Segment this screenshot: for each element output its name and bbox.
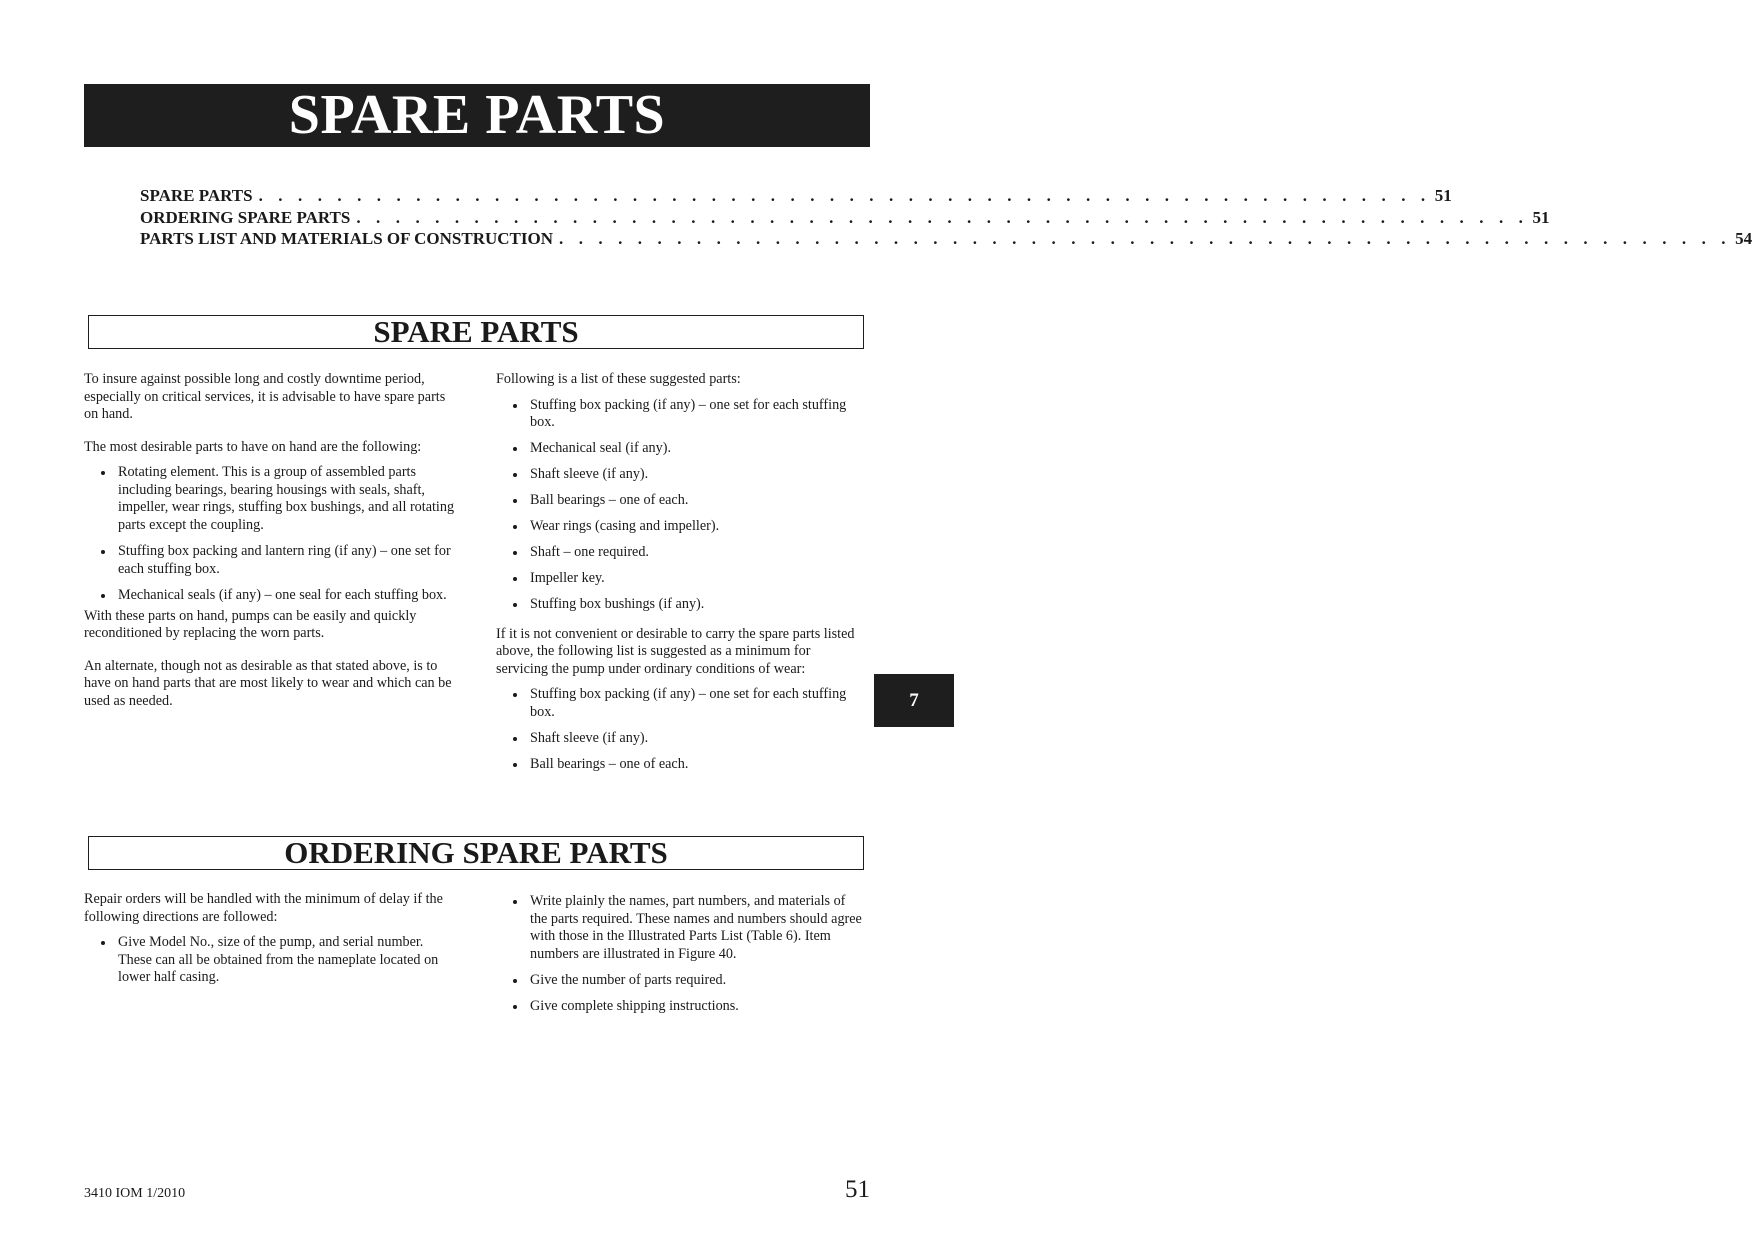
list-item: Shaft sleeve (if any). <box>530 730 862 748</box>
paragraph: Following is a list of these suggested parts: <box>496 371 741 387</box>
toc-entry-parts-list[interactable] <box>140 229 1752 251</box>
list-item: Shaft – one required. <box>530 544 862 562</box>
spare-parts-left-column <box>84 371 459 725</box>
list-item: Stuffing box bushings (if any). <box>530 596 862 614</box>
toc-entry-title: SPARE PARTS <box>140 186 253 205</box>
section-heading-ordering-spare-parts: ORDERING SPARE PARTS <box>88 836 864 870</box>
toc-entry-title: ORDERING SPARE PARTS <box>140 207 351 227</box>
list-item: Wear rings (casing and impeller). <box>530 518 862 536</box>
list-item: Ball bearings – one of each. <box>530 492 862 510</box>
list-item: Ball bearings – one of each. <box>530 756 862 774</box>
toc-entry-title: PARTS LIST AND MATERIALS OF CONSTRUCTION <box>140 229 553 248</box>
footer-page-number: 51 <box>845 1176 870 1203</box>
spare-parts-right-column <box>496 371 862 783</box>
toc-entry-spare-parts[interactable] <box>140 186 1452 208</box>
paragraph: With these parts on hand, pumps can be easily and quickly reconditioned by replacing the worn parts. <box>84 607 417 641</box>
list-item: Impeller key. <box>530 570 862 588</box>
ordering-directions-list-continued <box>496 893 862 1015</box>
desirable-parts-list <box>84 464 459 605</box>
list-item: Stuffing box packing (if any) – one set for each stuffing box. <box>530 397 862 432</box>
toc-leader-dots: . . . . . . . . . . . . . . . . . . . . . . . . . . . . . . . . . . . . . . . . . . . . . . . . . . . . . . . . . . . . <box>258 186 1431 205</box>
toc-entry-ordering-spare-parts[interactable] <box>140 207 1550 230</box>
toc-entry-page: 51 <box>1532 207 1550 227</box>
ordering-right-column <box>496 893 862 1025</box>
list-item: Mechanical seal (if any). <box>530 440 862 458</box>
suggested-parts-list <box>496 397 862 614</box>
paragraph: To insure against possible long and costly downtime period, especially on critical services, it is advisable to have spare parts on hand. <box>84 371 446 422</box>
list-item: Stuffing box packing (if any) – one set for each stuffing box. <box>530 686 862 721</box>
paragraph: The most desirable parts to have on hand are the following: <box>84 438 422 455</box>
toc-entry-page: 51 <box>1434 186 1452 205</box>
list-item: Give complete shipping instructions. <box>530 998 862 1016</box>
chapter-title-banner: SPARE PARTS <box>84 84 870 147</box>
toc-entry-page: 54 <box>1735 229 1752 248</box>
toc-leader-dots: . . . . . . . . . . . . . . . . . . . . . . . . . . . . . . . . . . . . . . . . . . . . . . . . . . . . . . . . . . . . <box>559 229 1732 248</box>
paragraph: An alternate, though not as desirable as that stated above, is to have on hand parts that are most likely to wear and which can be used as needed. <box>84 657 452 709</box>
list-item: Write plainly the names, part numbers, and materials of the parts required. These names and numbers should agree with those in the Illustrated Parts List (Table 6). Item numbers are illustrated in Figure 40. <box>530 893 862 962</box>
list-item: Give the number of parts required. <box>530 972 862 990</box>
table-of-contents <box>140 186 1752 251</box>
ordering-directions-list <box>84 934 459 987</box>
paragraph: Repair orders will be handled with the minimum of delay if the following directions are followed: <box>84 891 443 925</box>
list-item: Rotating element. This is a group of assembled parts including bearings, bearing housings with seals, shaft, impeller, wear rings, stuffing box bushings, and all rotating parts except the coupling. <box>118 464 459 534</box>
list-item: Shaft sleeve (if any). <box>530 466 862 484</box>
chapter-tab[interactable]: 7 <box>874 674 954 727</box>
minimum-parts-list <box>496 686 862 773</box>
list-item: Give Model No., size of the pump, and serial number. These can all be obtained from the nameplate located on lower half casing. <box>118 934 459 987</box>
ordering-left-column <box>84 891 459 997</box>
list-item: Stuffing box packing and lantern ring (if any) – one set for each stuffing box. <box>118 543 459 578</box>
list-item: Mechanical seals (if any) – one seal for each stuffing box. <box>118 587 459 605</box>
footer-document-id: 3410 IOM 1/2010 <box>84 1186 186 1201</box>
toc-leader-dots: . . . . . . . . . . . . . . . . . . . . . . . . . . . . . . . . . . . . . . . . . . . . . . . . . . . . . . . . . . . . <box>356 207 1529 227</box>
section-heading-spare-parts: SPARE PARTS <box>88 315 864 349</box>
paragraph: If it is not convenient or desirable to carry the spare parts listed above, the following list is suggested as a minimum for servicing the pump under ordinary conditions of wear: <box>496 625 855 677</box>
